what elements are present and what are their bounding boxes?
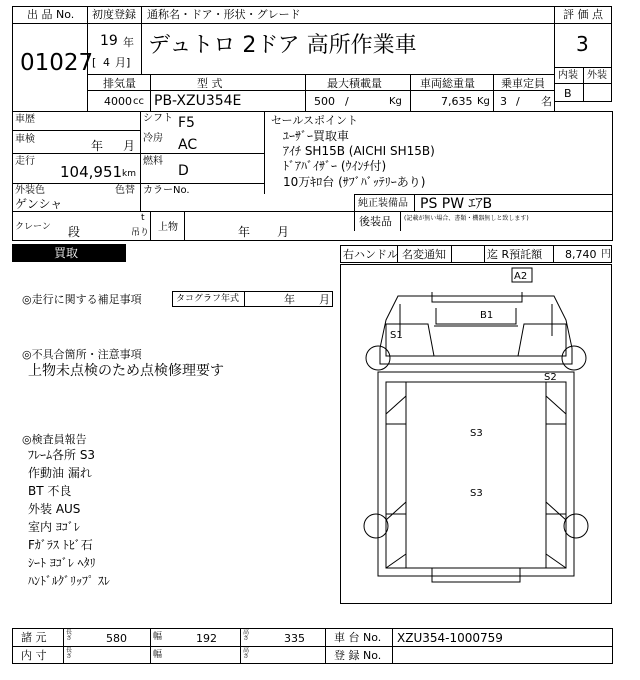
- sales-point-line: ｱｲﾁ SH15B (AICHI SH15B): [283, 144, 435, 158]
- inspector-line: ﾊﾝﾄﾞﾙｸﾞﾘｯﾌﾟ ｽﾚ: [28, 574, 110, 588]
- length-label: 長さ: [66, 629, 73, 642]
- crane-t: t: [141, 213, 145, 223]
- displacement-label: 排気量: [103, 77, 136, 90]
- capacity: 3: [500, 95, 507, 108]
- shift-label: シフト: [143, 113, 173, 124]
- equipment-value: PS PW ｴｱB: [420, 196, 493, 212]
- purchase-label: 買取: [54, 246, 79, 260]
- rear-right-wheel: [564, 514, 588, 538]
- reg-month-open: [: [92, 56, 97, 69]
- sales-point-line: 10万ｷﾛ台 (ｻﾌﾞﾊﾞｯﾃﾘｰあり): [283, 175, 426, 189]
- fuel-value: D: [178, 163, 189, 179]
- inspection-year: 年: [91, 139, 104, 153]
- capacity-slash: /: [516, 95, 520, 108]
- front-right-wheel: [562, 346, 586, 370]
- right-door: [518, 324, 566, 356]
- model-name: デュトロ 2ドア 高所作業車: [148, 33, 417, 58]
- inspector-title: ◎検査員報告: [22, 433, 87, 446]
- first-reg-label: 初度登録: [92, 8, 136, 21]
- upper-year: 年: [238, 225, 251, 239]
- upper-month: 月: [277, 225, 290, 239]
- tachograph-month: 月: [319, 293, 330, 306]
- inspector-line: 作動油 漏れ: [28, 466, 92, 480]
- inspector-line: ｼｰﾄ ﾖｺﾞﾚ ﾍﾀﾘ: [28, 556, 96, 570]
- inspector-line: ﾌﾚｰﾑ各所 S3: [28, 448, 96, 462]
- mileage-label: 走行: [15, 156, 35, 167]
- internal-width-label: 幅: [153, 650, 163, 660]
- displacement-unit: cc: [133, 96, 144, 107]
- inspector-line: Fｶﾞﾗｽ ﾄﾋﾞ石: [28, 538, 93, 552]
- color-change-label: 色替: [115, 185, 135, 196]
- windshield: [436, 308, 516, 324]
- score-value: 3: [576, 32, 589, 56]
- mileage-unit: km: [122, 169, 136, 179]
- aftermarket-label: 後装品: [359, 215, 392, 228]
- reg-month-unit: 月]: [115, 56, 131, 69]
- width-label: 幅: [153, 632, 163, 642]
- gross-weight-unit: Kg: [477, 96, 490, 107]
- color-value: ゲンシャ: [15, 197, 63, 211]
- internal-dims-label: 内 寸: [21, 649, 47, 662]
- height-label: 高さ: [243, 629, 250, 642]
- capacity-unit: 名: [541, 95, 552, 108]
- fuel-label: 燃料: [143, 156, 163, 167]
- damage-mark-s3-front: S3: [470, 428, 483, 439]
- crane-label: クレーン: [15, 222, 51, 232]
- internal-length-label: 長さ: [66, 647, 73, 660]
- ac-value: AC: [178, 137, 198, 153]
- rear-bumper: [432, 568, 520, 582]
- inspector-line: BT 不良: [28, 484, 72, 498]
- front-left-wheel: [366, 346, 390, 370]
- history-label: 車歴: [15, 114, 35, 125]
- crane-stage: 段: [68, 225, 81, 239]
- recycle-deposit-label: 迄 R預託額: [487, 248, 543, 261]
- lot-number: 01027: [20, 50, 94, 76]
- exterior-grade-label: 外装: [587, 70, 607, 81]
- recycle-deposit: 8,740: [565, 248, 597, 261]
- reg-year: 19: [100, 33, 118, 49]
- inspection-label: 車検: [15, 134, 35, 145]
- rhd-label: 右ハンドル: [343, 248, 398, 261]
- internal-height-label: 高さ: [243, 647, 250, 660]
- sales-points-title: セールスポイント: [271, 114, 359, 127]
- sales-point-line: ﾄﾞｱﾊﾞｲｻﾞｰ (ｳｲﾝﾁ付): [283, 159, 387, 173]
- dims-label: 諸 元: [21, 631, 47, 644]
- color-code-label: カラーNo.: [143, 185, 190, 196]
- interior-grade: B: [564, 87, 572, 100]
- damage-mark-a2: A2: [514, 271, 528, 282]
- vehicle-type: PB-XZU354E: [154, 93, 242, 109]
- gross-weight-label: 車両総重量: [420, 77, 475, 90]
- aftermarket-note: (記載が無い場合、書類・機器無しと致します): [404, 215, 529, 222]
- displacement: 4000: [104, 95, 132, 108]
- lot-label: 出 品 No.: [27, 8, 75, 21]
- equipment-label: 純正装備品: [358, 198, 408, 209]
- width-value: 192: [196, 632, 217, 645]
- tachograph-year: 年: [284, 293, 295, 306]
- interior-grade-label: 内装: [558, 70, 578, 81]
- reg-year-unit: 年: [123, 36, 134, 49]
- defects-text: 上物未点検のため点検修理要す: [28, 363, 224, 379]
- score-label: 評 価 点: [563, 8, 603, 21]
- chassis-number: XZU354-1000759: [397, 631, 503, 645]
- damage-mark-s3-rear: S3: [470, 488, 483, 499]
- length-value: 580: [106, 632, 127, 645]
- tachograph-label: タコグラフ年式: [176, 294, 240, 304]
- ac-label: 冷房: [143, 133, 163, 144]
- rear-left-wheel: [364, 514, 388, 538]
- bed-outline: [378, 372, 574, 576]
- driving-notes-title: ◎走行に関する補足事項: [22, 293, 142, 306]
- mileage-value: 104,951: [60, 163, 123, 181]
- truck-diagram: [340, 264, 612, 604]
- height-value: 335: [284, 632, 305, 645]
- upper-label: 上物: [158, 222, 178, 233]
- inspection-month: 月: [123, 139, 136, 153]
- shift-value: F5: [178, 115, 195, 131]
- registration-label: 登 録 No.: [334, 649, 382, 662]
- sales-point-line: ﾕｰｻﾞｰ買取車: [283, 129, 350, 143]
- damage-mark-b1: B1: [480, 310, 494, 321]
- yen-unit: 円: [601, 249, 611, 260]
- crane-lift: 吊り: [131, 228, 150, 238]
- inspector-line: 室内 ﾖｺﾞﾚ: [28, 520, 80, 534]
- max-load-label: 最大積載量: [327, 77, 382, 90]
- damage-mark-s2: S2: [544, 372, 557, 383]
- type-label: 型 式: [197, 77, 223, 90]
- gross-weight: 7,635: [441, 95, 473, 108]
- max-load-unit: Kg: [389, 96, 402, 107]
- max-load: 500: [314, 95, 335, 108]
- model-label: 通称名・ドア・形状・グレード: [147, 8, 301, 21]
- mirror-bar: [432, 292, 522, 302]
- chassis-label: 車 台 No.: [334, 631, 382, 644]
- defects-title: ◎不具合箇所・注意事項: [22, 348, 142, 361]
- capacity-label: 乗車定員: [501, 77, 545, 90]
- reg-month: 4: [103, 56, 110, 69]
- color-label: 外装色: [15, 185, 45, 196]
- cab-outline: [380, 296, 572, 364]
- max-load-slash: /: [345, 95, 349, 108]
- name-change-label: 名変通知: [402, 248, 446, 261]
- damage-mark-s1: S1: [390, 330, 403, 341]
- inspector-line: 外装 AUS: [28, 502, 81, 516]
